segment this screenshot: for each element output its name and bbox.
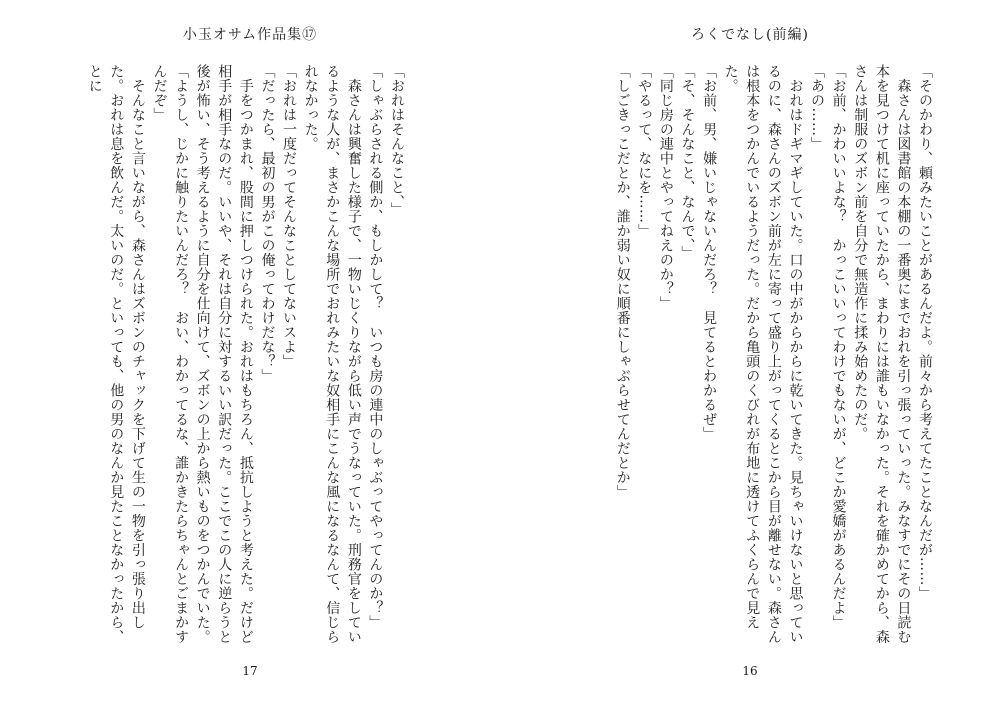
paragraph: 「あの……」: [809, 64, 826, 151]
paragraph: 「やるって、なにを……」: [636, 64, 653, 238]
left-page-number: 17: [242, 664, 258, 678]
paragraph: 「おれはそんなこと、」: [389, 64, 405, 217]
paragraph: 森さんは興奮した様子で、一物いじくりながら低い声でうなっていた。刑務官をしているような人が、まさかこんな場所でおれみたいな奴相手にこんな風になるなんて、信じられなかった。: [302, 64, 362, 644]
left-page-header: 小玉オサム作品集⑰: [182, 27, 318, 43]
right-page-header: ろくでなし(前編): [691, 27, 809, 43]
paragraph: 「ようし、じかに触りたいんだろ？ おい、わかってるな、誰かきたらちゃんとごまかすんだぞ」: [151, 64, 190, 644]
paragraph: 「しごきっこだとか、誰か弱い奴に順番にしゃぶらせてんだとか」: [614, 64, 631, 499]
paragraph: 「そのかわり、頼みたいことがあるんだよ。前々から考えてたことなんだが……」: [917, 64, 933, 601]
paragraph: おれはドギマギしていた。口の中がからからに乾いてきた。見ちゃいけないと思っているのに、森さんのズボン前が左に寄って盛り上がってくるとこから目が離せない。森さんは根本をつかんでいるようだった。だから亀頭のくびれが布地に透けてふくらんで見えた。: [722, 64, 804, 644]
paragraph: 「そ、そんなこと、なんで、」: [679, 64, 696, 260]
paragraph: 森さんは図書館の本棚の一番奥にまでおれを引っ張っていった。みなすでにその日読む本を見つけて机に座っていたから、まわりには誰もいなかった。それを確かめてから、森さんは制服のズボン前を自分で無造作に揉み始めたのだ。: [852, 64, 912, 644]
paragraph: 「お前、男、嫌いじゃないんだろ？ 見てるとわかるぜ」: [701, 64, 718, 441]
paragraph: 「だったら、最初の男がこの俺ってわけだな？」: [259, 64, 276, 383]
right-page-body: [565, 64, 935, 644]
left-page-body: [72, 64, 407, 644]
paragraph: 「おれは一度だってそんなことしてないスよ」: [281, 64, 298, 369]
paragraph: そんなこと言いながら、森さんはズボンのチャックを下げて生の一物を引っ張り出した。おれは息を飲んだ。太いのだ。といっても、他の男のなんか見たことなかったから、とに: [86, 64, 146, 644]
paragraph: 「しゃぶらされる側か、もしかして？ いつも房の連中のしゃぶってやってんのか？」: [367, 64, 384, 630]
paragraph: 手をつかまれ、股間に押しつけられた。おれはもちろん、抵抗しようと考えた。だけど相手が相手なのだ。いいや、それは自分に対するいい訳だった。ここでこの人に逆らうと後が怖い、そう考えるように自分を仕向けて、ズボンの上から熱いものをつかんでいた。: [194, 64, 254, 644]
paragraph: 「同じ房の連中とやってねえのか？」: [657, 64, 674, 311]
paragraph: 「お前、かわいいよな？ かっこいいってわけでもないが、どこか愛嬌があるんだよ」: [830, 64, 847, 630]
right-page-number: 16: [742, 664, 758, 678]
